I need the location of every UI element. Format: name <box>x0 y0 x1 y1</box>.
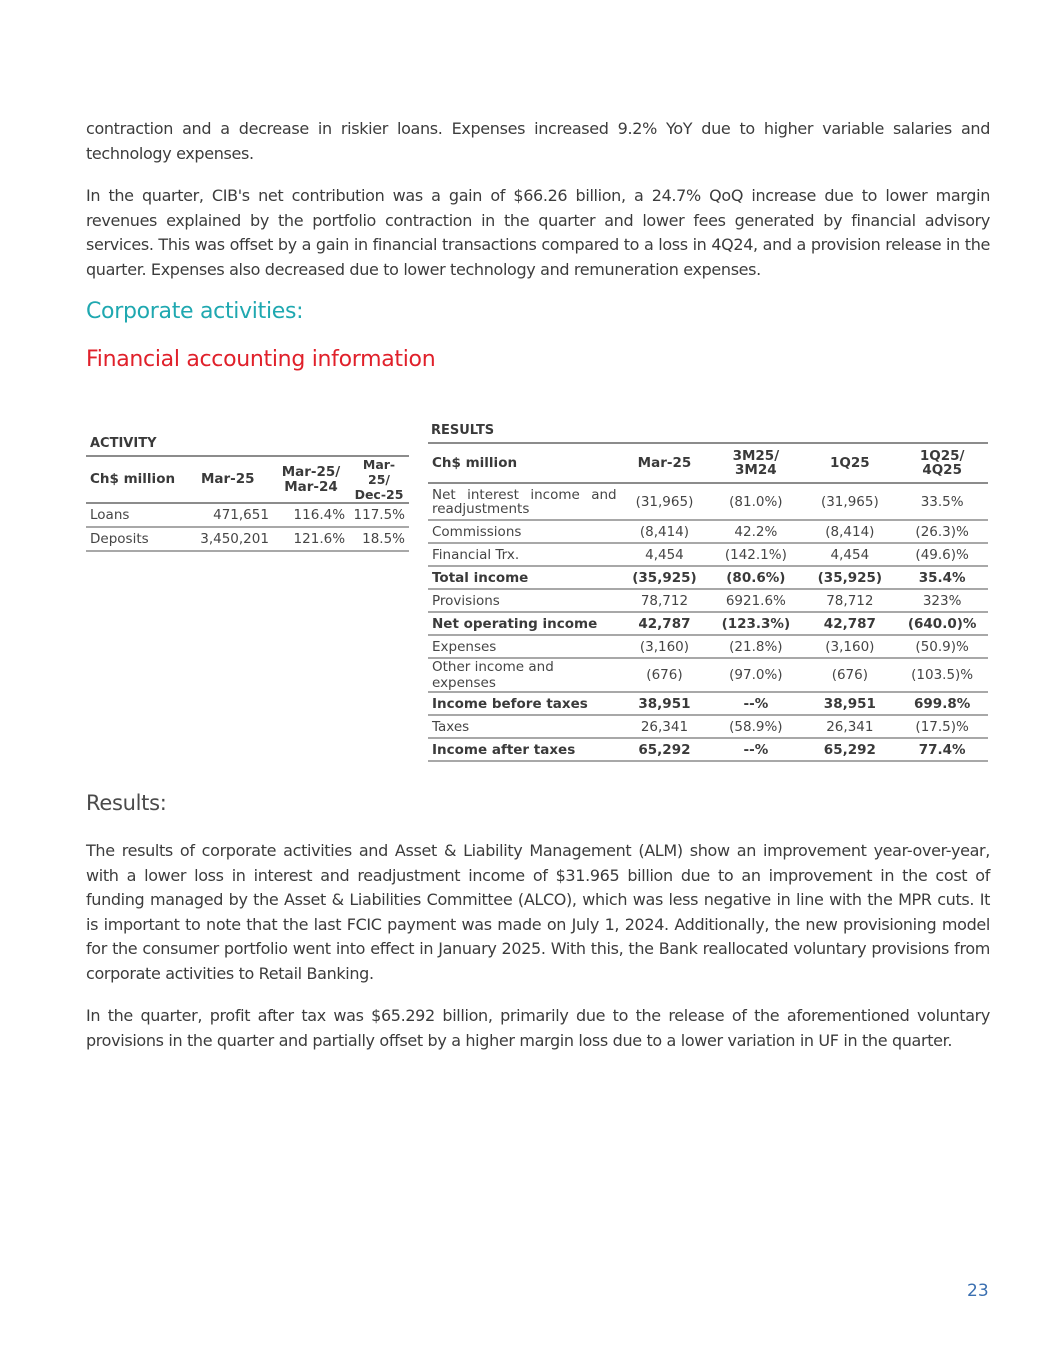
cell-value: 116.4% <box>293 507 346 523</box>
cell-value: 65,292 <box>638 741 691 758</box>
activity-table-header-row <box>86 456 409 503</box>
table-row <box>86 503 409 527</box>
results-heading: Results: <box>86 791 167 815</box>
cell-value: 77.4% <box>918 741 966 758</box>
row-label: Income after taxes <box>432 741 576 758</box>
cell-value: (31,965) <box>820 493 879 510</box>
activity-col-header-mar25: Mar-25 <box>200 471 255 487</box>
cell-value: 4,454 <box>830 546 870 563</box>
cell-value: 38,951 <box>638 695 691 712</box>
activity-table <box>86 455 409 552</box>
cell-value: (3,160) <box>825 638 875 655</box>
table-row <box>428 520 988 543</box>
paragraph-quarter-profit: In the quarter, profit after tax was $65.292 billion, primarily due to the release of the aforementioned voluntary provisions in the quarter and partially offset by a higher margin loss due to a lower variation in UF in the quarter. <box>86 1006 990 1050</box>
cell-value: (21.8%) <box>729 638 783 655</box>
table-row <box>428 635 988 658</box>
cell-value: (35,925) <box>817 569 883 586</box>
page-number: 23 <box>967 1281 989 1301</box>
cell-value: 78,712 <box>640 592 689 609</box>
cell-value: 117.5% <box>353 507 405 523</box>
cell-value: 4,454 <box>645 546 684 563</box>
cell-value: --% <box>743 741 769 758</box>
cell-value: 78,712 <box>826 592 874 609</box>
cell-value: 42.2% <box>734 523 778 540</box>
cell-value: 26,341 <box>826 718 874 735</box>
cell-value: (50.9)% <box>915 638 969 655</box>
cell-value: (640.0)% <box>907 615 977 632</box>
results-col-header-qoq: 1Q25/ 4Q25 <box>919 448 965 478</box>
cell-value: (676) <box>646 667 683 683</box>
table-row-total <box>428 566 988 589</box>
results-table <box>428 442 988 762</box>
results-table-header-row <box>428 443 988 483</box>
activity-col-header-qoq: Mar-25/ Dec-25 <box>354 457 404 502</box>
cell-value: 471,651 <box>213 507 269 523</box>
activity-col-header-yoy: Mar-25/ Mar-24 <box>281 463 341 495</box>
results-col-header-1q25: 1Q25 <box>830 455 870 471</box>
cell-value: 35.4% <box>918 569 966 586</box>
cell-value: 42,787 <box>638 615 691 632</box>
cell-value: (676) <box>831 667 868 683</box>
cell-value: 699.8% <box>914 695 971 712</box>
table-row <box>86 527 409 551</box>
results-col-header-label: Ch$ million <box>432 455 518 471</box>
cell-value: 6921.6% <box>725 592 786 609</box>
cell-value: 26,341 <box>640 718 689 735</box>
table-row <box>428 715 988 738</box>
table-row-total <box>428 612 988 635</box>
row-label: Net interest income and readjustments <box>432 486 617 517</box>
table-row-total <box>428 738 988 761</box>
row-label: Net operating income <box>432 615 598 632</box>
cell-value: 65,292 <box>823 741 876 758</box>
table-row <box>428 483 988 520</box>
cell-value: (81.0%) <box>729 493 783 510</box>
paragraph-corporate-results: The results of corporate activities and Asset & Liability Management (ALM) show an improvement year-over-year, with a lower loss in interest and readjustment income of $31.965 billion due to an improvement in the cost of funding managed by the Asset & Liabilities Committee (ALCO), which was less negative in line with the MPR cuts. It is important to note that the last FCIC payment was made on July 1, 2024. Additionally, the new provisioning model for the consumer portfolio went into effect in January 2025. With this, the Bank reallocated voluntary provisions from corporate activities to Retail Banking. <box>86 841 990 983</box>
cell-value: 33.5% <box>920 493 964 510</box>
cell-value: (58.9%) <box>729 718 783 735</box>
paragraph-cib-expenses: contraction and a decrease in riskier loans. Expenses increased 9.2% YoY due to higher variable salaries and technology expenses. <box>86 119 990 163</box>
cell-value: (80.6%) <box>726 569 786 586</box>
cell-value: (8,414) <box>639 523 690 540</box>
cell-value: (49.6)% <box>915 546 969 563</box>
cell-value: (97.0%) <box>729 667 783 683</box>
cell-value: 38,951 <box>823 695 876 712</box>
row-label: Provisions <box>432 592 500 609</box>
cell-value: (17.5)% <box>915 718 969 735</box>
activity-table-caption: ACTIVITY <box>90 436 157 451</box>
row-label: Deposits <box>90 531 149 547</box>
row-label: Income before taxes <box>432 695 588 712</box>
cell-value: (3,160) <box>639 638 690 655</box>
results-table-caption: RESULTS <box>431 423 495 438</box>
cell-value: (142.1%) <box>724 546 787 563</box>
cell-value: (8,414) <box>825 523 875 540</box>
cell-value: 18.5% <box>362 531 405 547</box>
cell-value: (123.3%) <box>721 615 791 632</box>
cell-value: 323% <box>922 592 962 609</box>
row-label: Commissions <box>432 523 522 540</box>
cell-value: (35,925) <box>632 569 697 586</box>
activity-col-header-label: Ch$ million <box>90 471 176 487</box>
paragraph-cib-quarter: In the quarter, CIB's net contribution was a gain of $66.26 billion, a 24.7% QoQ increase due to lower margin revenues explained by the portfolio contraction in the quarter and lower fees generated by financial advisory services. This was offset by a gain in financial transactions compared to a loss in 4Q24, and a provision release in the quarter. Expenses also decreased due to lower technology and remuneration expenses. <box>86 186 990 279</box>
table-row <box>428 589 988 612</box>
cell-value: --% <box>743 695 769 712</box>
cell-value: (26.3)% <box>915 523 969 540</box>
row-label: Loans <box>90 507 130 523</box>
table-row-total <box>428 692 988 715</box>
row-label: Financial Trx. <box>432 546 520 563</box>
row-label: Taxes <box>432 718 470 735</box>
row-label: Expenses <box>432 638 497 655</box>
cell-value: 121.6% <box>293 531 346 547</box>
section-heading-corporate-activities: Corporate activities: <box>86 299 304 324</box>
results-col-header-mar25: Mar-25 <box>637 455 692 471</box>
table-row <box>428 543 988 566</box>
row-label: Total income <box>432 569 529 586</box>
cell-value: 42,787 <box>823 615 876 632</box>
cell-value: (103.5)% <box>911 667 974 683</box>
row-label: Other income and expenses <box>432 659 554 691</box>
results-col-header-3m: 3M25/ 3M24 <box>732 448 780 478</box>
subsection-heading-financial-accounting: Financial accounting information <box>86 347 436 372</box>
table-row <box>428 658 988 692</box>
cell-value: (31,965) <box>635 493 694 510</box>
cell-value: 3,450,201 <box>200 531 269 547</box>
